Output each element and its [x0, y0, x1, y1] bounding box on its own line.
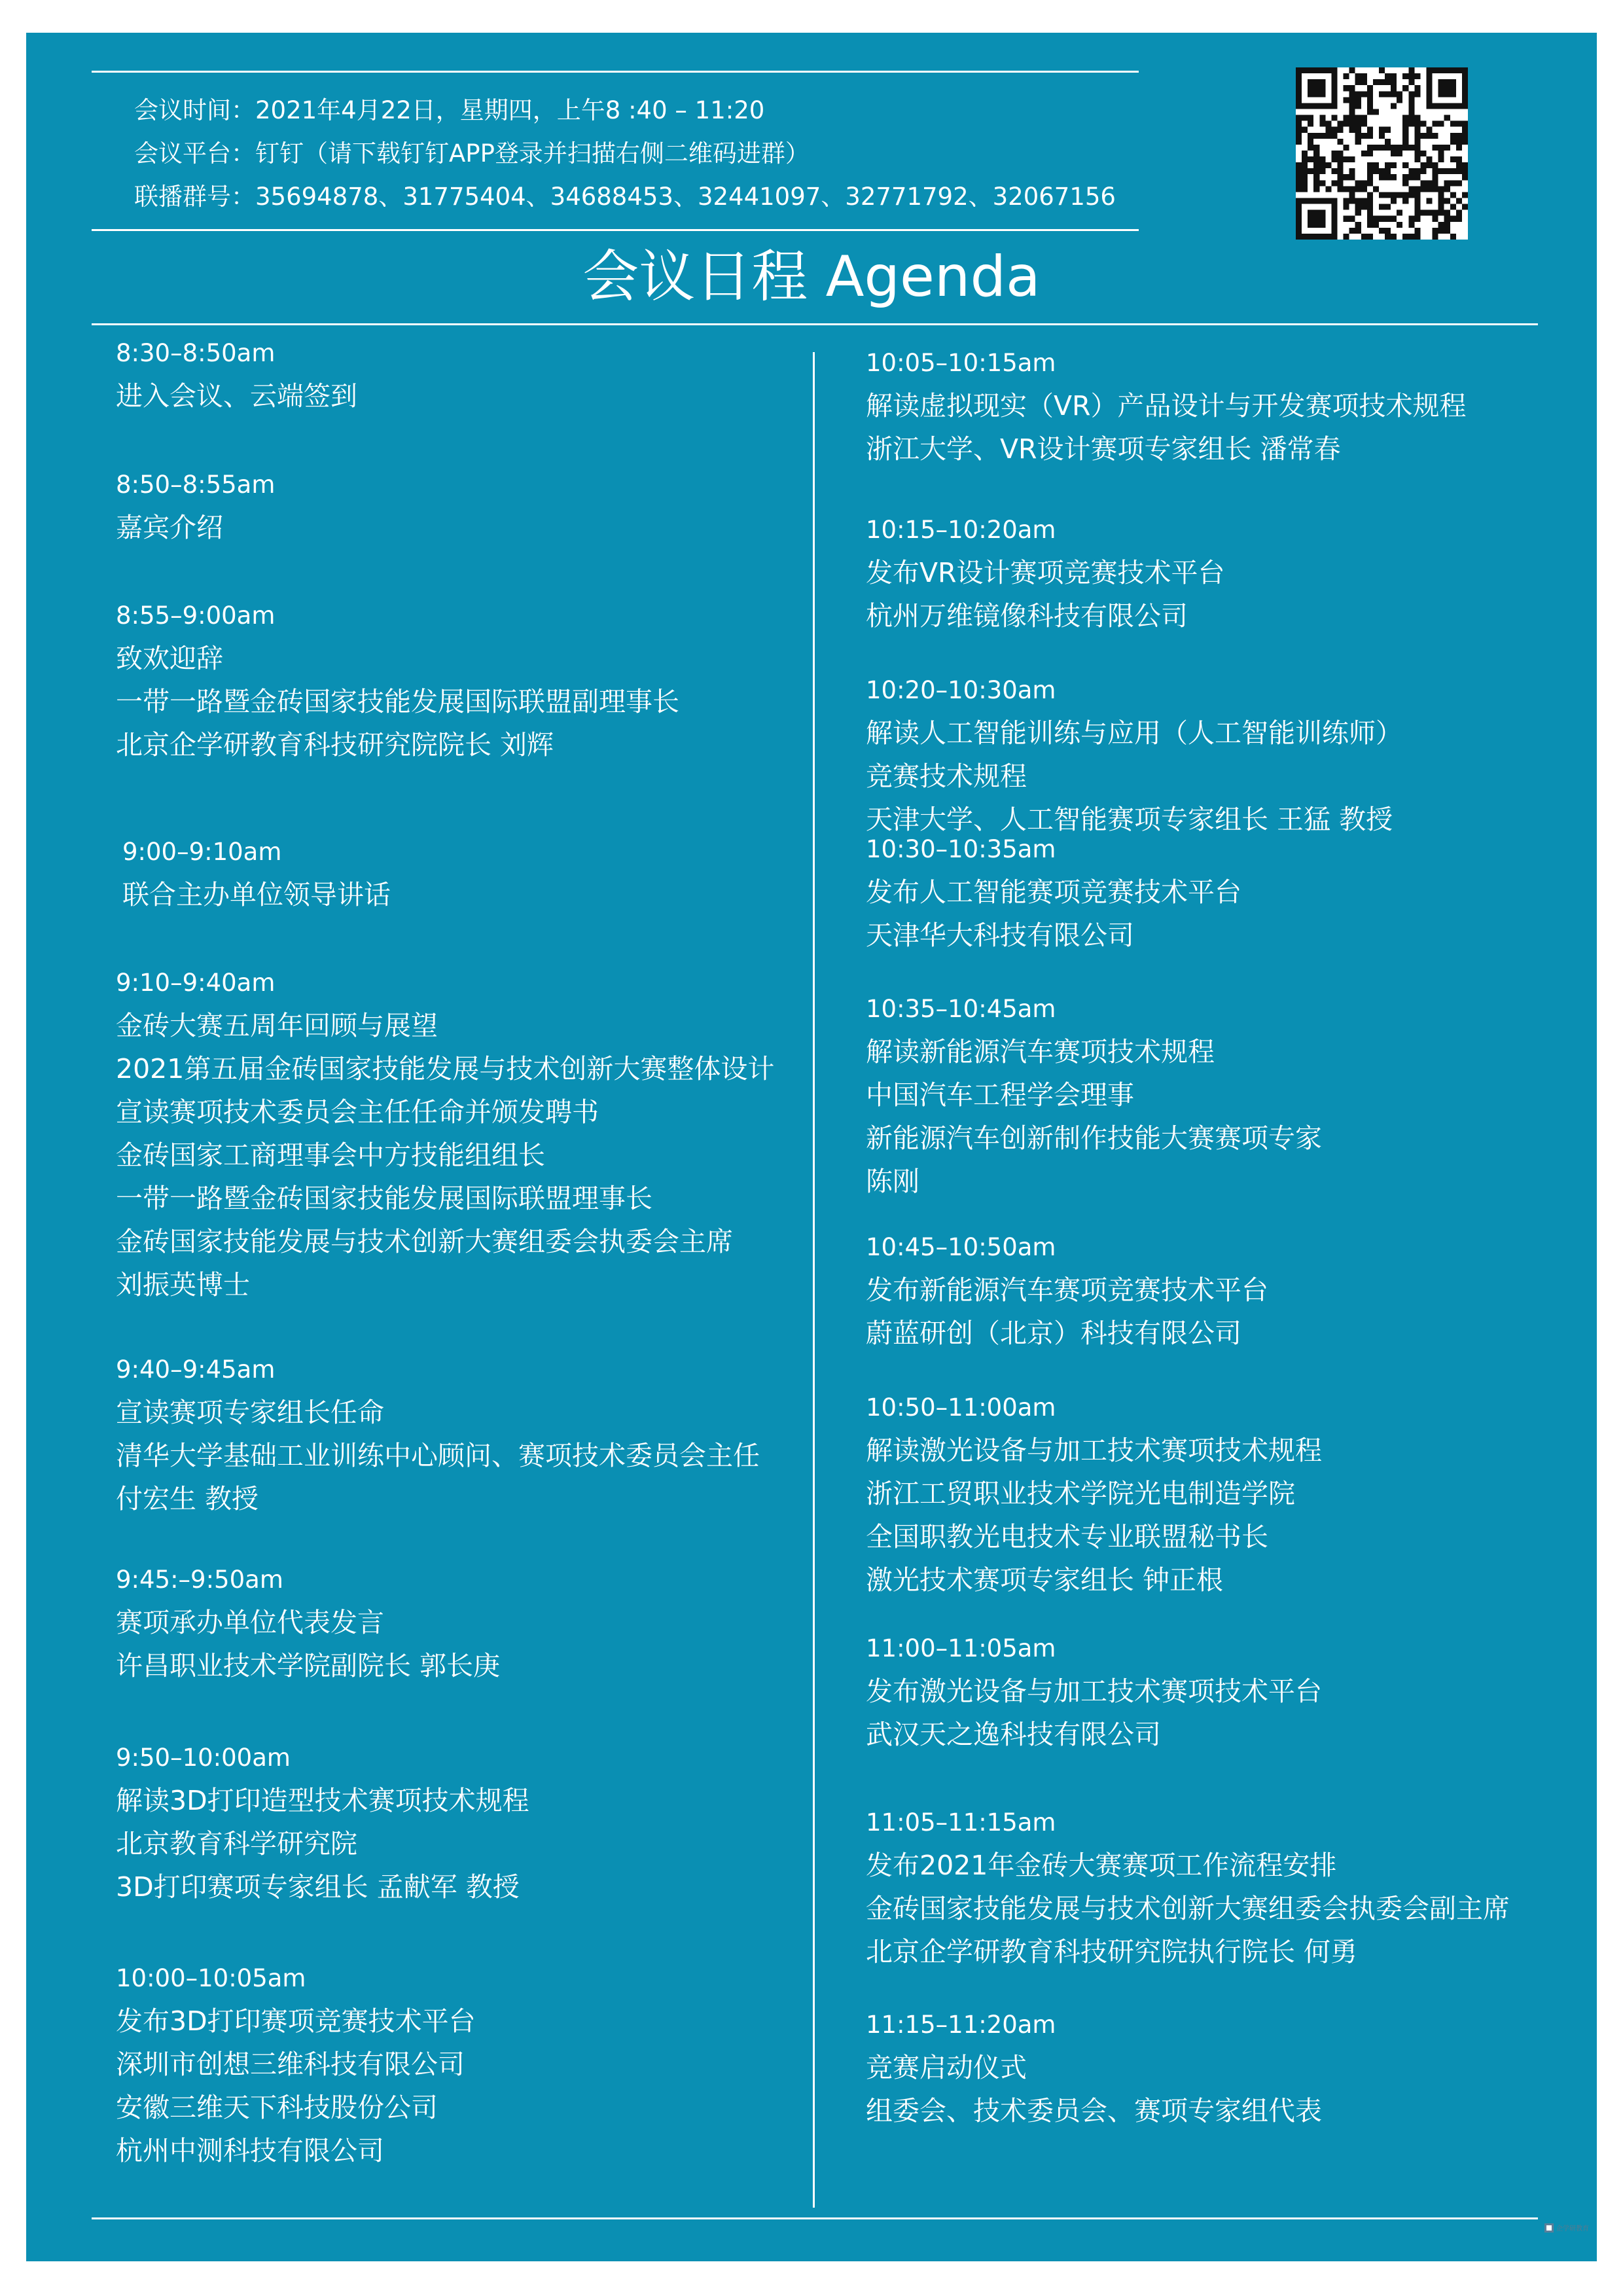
meeting-time: 会议时间：2021年4月22日，星期四，上午8 :40 – 11:20: [134, 96, 765, 124]
agenda-item-line: 竞赛启动仪式: [866, 2052, 1027, 2083]
agenda-item-line: 联合主办单位领导讲话: [122, 879, 391, 910]
agenda-item-time: 10:50–11:00am: [866, 1393, 1056, 1422]
page-title: 会议日程 Agenda: [582, 244, 1041, 310]
agenda-item-time: 9:10–9:40am: [116, 969, 276, 997]
agenda-item-line: 解读人工智能训练与应用（人工智能训练师）: [866, 717, 1402, 749]
broadcast-groups: 联播群号：35694878、31775404、34688453、32441097、32771792、32067156: [134, 183, 1116, 211]
agenda-item-line: 发布激光设备与加工技术赛项技术平台: [866, 1676, 1322, 1707]
agenda-item-line: 金砖国家工商理事会中方技能组组长: [116, 1139, 545, 1171]
agenda-item-line: 天津大学、人工智能赛项专家组长 王猛 教授: [866, 804, 1393, 835]
agenda-item-line: 陈刚: [866, 1166, 919, 1197]
agenda-item-time: 9:40–9:45am: [116, 1355, 276, 1384]
agenda-item-line: 解读新能源汽车赛项技术规程: [866, 1036, 1215, 1067]
agenda-item-line: 浙江工贸职业技术学院光电制造学院: [866, 1478, 1295, 1509]
agenda-item-line: 2021第五届金砖国家技能发展与技术创新大赛整体设计: [116, 1053, 775, 1085]
agenda-item-line: 解读虚拟现实（VR）产品设计与开发赛项技术规程: [866, 390, 1467, 422]
agenda-item-time: 10:35–10:45am: [866, 995, 1056, 1023]
agenda-item-line: 发布人工智能赛项竞赛技术平台: [866, 876, 1241, 908]
agenda-item-time: 10:30–10:35am: [866, 835, 1056, 863]
agenda-item-line: 宣读赛项专家组长任命: [116, 1397, 384, 1428]
publisher-logo-text: 企学研教育: [1556, 2225, 1589, 2233]
agenda-item-line: 安徽三维天下科技股份公司: [116, 2092, 438, 2123]
agenda-item-line: 中国汽车工程学会理事: [866, 1079, 1134, 1111]
agenda-item-line: 嘉宾介绍: [116, 512, 223, 543]
agenda-item-line: 蔚蓝研创（北京）科技有限公司: [866, 1318, 1241, 1349]
agenda-item-line: 北京企学研教育科技研究院执行院长 何勇: [866, 1936, 1358, 1967]
agenda-item-line: 金砖国家技能发展与技术创新大赛组委会执委会副主席: [866, 1893, 1510, 1924]
agenda-panel: [26, 33, 1597, 2261]
agenda-item-line: 付宏生 教授: [116, 1483, 259, 1515]
agenda-item-line: 解读激光设备与加工技术赛项技术规程: [866, 1435, 1322, 1466]
agenda-item-time: 10:45–10:50am: [866, 1233, 1056, 1261]
agenda-item-line: 发布新能源汽车赛项竞赛技术平台: [866, 1274, 1268, 1306]
agenda-item-line: 赛项承办单位代表发言: [116, 1607, 384, 1638]
agenda-item-time: 8:30–8:50am: [116, 339, 276, 367]
agenda-item-line: 发布3D打印赛项竞赛技术平台: [116, 2005, 476, 2037]
agenda-item-line: 刘振英博士: [116, 1269, 250, 1300]
agenda-item-line: 新能源汽车创新制作技能大赛赛项专家: [866, 1122, 1322, 1154]
agenda-item-time: 8:50–8:55am: [116, 471, 276, 499]
agenda-item-line: 发布2021年金砖大赛赛项工作流程安排: [866, 1850, 1337, 1881]
agenda-item-line: 浙江大学、VR设计赛项专家组长 潘常春: [866, 433, 1341, 465]
agenda-item-line: 金砖国家技能发展与技术创新大赛组委会执委会主席: [116, 1226, 733, 1257]
agenda-item-line: 北京教育科学研究院: [116, 1828, 357, 1859]
agenda-item-time: 9:00–9:10am: [122, 838, 282, 866]
agenda-item-line: 深圳市创想三维科技有限公司: [116, 2049, 465, 2080]
agenda-item-line: 许昌职业技术学院副院长 郭长庚: [116, 1650, 501, 1681]
agenda-item-time: 10:05–10:15am: [866, 349, 1056, 377]
agenda-item-line: 竞赛技术规程: [866, 761, 1027, 792]
agenda-item-line: 一带一路暨金砖国家技能发展国际联盟副理事长: [116, 686, 679, 717]
agenda-item-line: 致欢迎辞: [116, 643, 223, 674]
agenda-item-line: 杭州万维镜像科技有限公司: [866, 600, 1188, 632]
agenda-item-line: 全国职教光电技术专业联盟秘书长: [866, 1521, 1268, 1552]
agenda-item-line: 进入会议、云端签到: [116, 380, 357, 412]
agenda-item-line: 北京企学研教育科技研究院院长 刘辉: [116, 729, 554, 761]
publisher-logo-icon: [1544, 2222, 1596, 2234]
agenda-left-column: [116, 33, 810, 2258]
agenda-item-line: 激光技术赛项专家组长 钟正根: [866, 1564, 1224, 1596]
agenda-item-line: 天津华大科技有限公司: [866, 920, 1134, 951]
agenda-item-line: 清华大学基础工业训练中心顾问、赛项技术委员会主任: [116, 1440, 760, 1471]
agenda-item-line: 解读3D打印造型技术赛项技术规程: [116, 1785, 529, 1816]
agenda-item-line: 发布VR设计赛项竞赛技术平台: [866, 557, 1225, 588]
agenda-item-time: 9:45:–9:50am: [116, 1566, 283, 1594]
agenda-item-time: 10:20–10:30am: [866, 676, 1056, 704]
agenda-item-time: 10:00–10:05am: [116, 1964, 306, 1992]
agenda-item-time: 8:55–9:00am: [116, 601, 276, 630]
agenda-item-line: 杭州中测科技有限公司: [116, 2135, 384, 2166]
agenda-item-line: 一带一路暨金砖国家技能发展国际联盟理事长: [116, 1183, 652, 1214]
agenda-right-column: [866, 33, 1586, 2258]
column-divider: [813, 352, 815, 2208]
agenda-item-time: 10:15–10:20am: [866, 516, 1056, 544]
agenda-item-time: 11:00–11:05am: [866, 1634, 1056, 1662]
agenda-item-line: 3D打印赛项专家组长 孟献军 教授: [116, 1871, 520, 1903]
meeting-platform: 会议平台：钉钉（请下载钉钉APP登录并扫描右侧二维码进群）: [134, 139, 810, 168]
agenda-item-line: 组委会、技术委员会、赛项专家组代表: [866, 2095, 1322, 2126]
footer-rule: [92, 2217, 1538, 2219]
agenda-item-time: 11:15–11:20am: [866, 2011, 1056, 2039]
agenda-item-time: 9:50–10:00am: [116, 1744, 291, 1772]
agenda-item-line: 金砖大赛五周年回顾与展望: [116, 1010, 438, 1041]
agenda-item-line: 武汉天之逸科技有限公司: [866, 1719, 1161, 1750]
agenda-item-time: 11:05–11:15am: [866, 1808, 1056, 1837]
agenda-item-line: 宣读赛项技术委员会主任任命并颁发聘书: [116, 1096, 599, 1128]
